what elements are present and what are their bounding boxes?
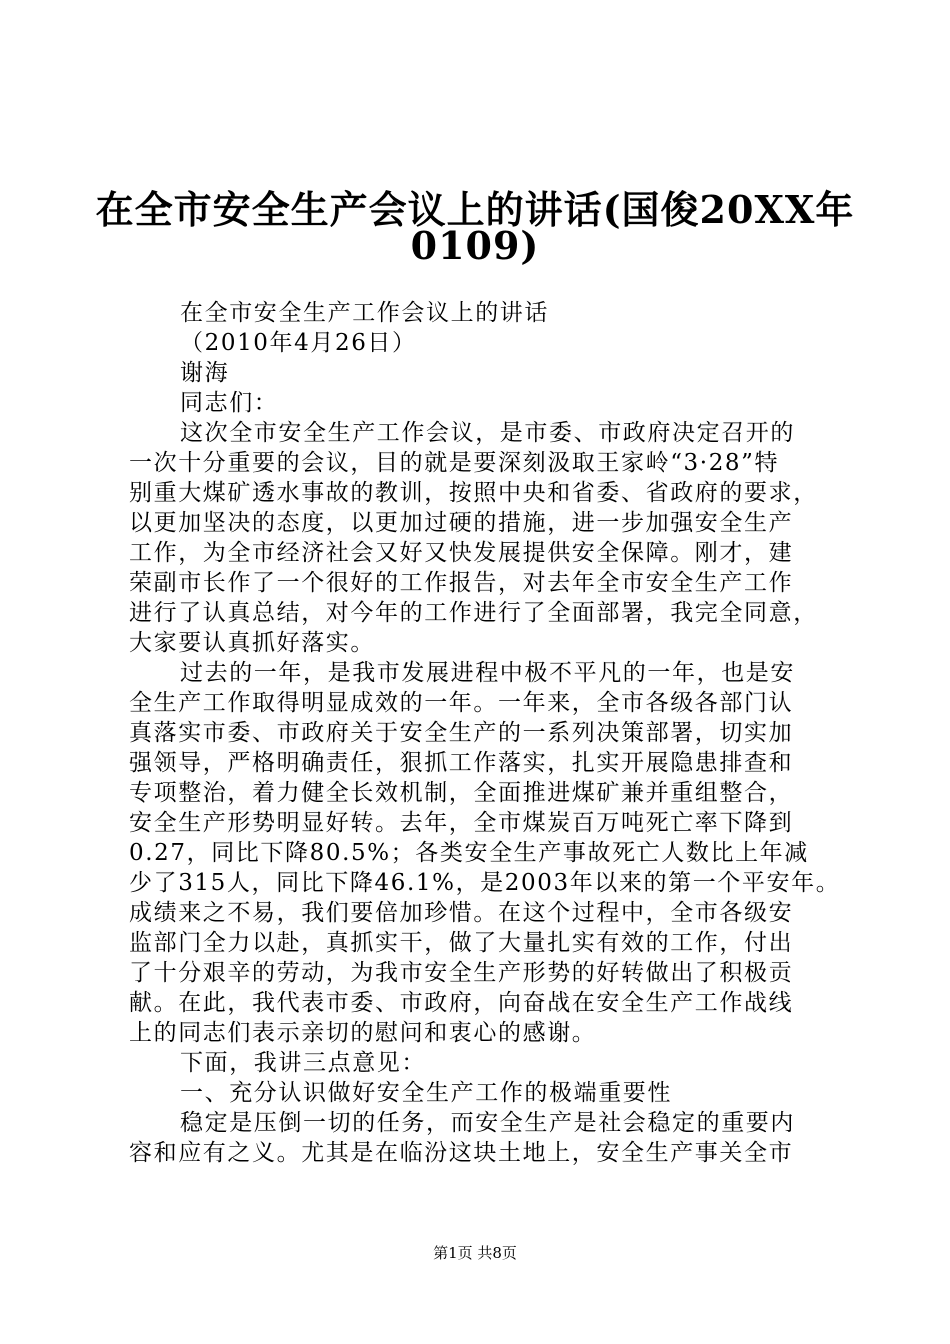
paragraph-line: 了十分艰辛的劳动，为我市安全生产形势的好转做出了积极贡 (129, 960, 794, 986)
paragraph-line: 全生产工作取得明显成效的一年。一年来，全市各级各部门认 (129, 690, 794, 716)
paragraph-line: 真落实市委、市政府关于安全生产的一系列决策部署，切实加 (129, 720, 794, 746)
document-title-line-1: 在全市安全生产会议上的讲话(国俊20XX年 (95, 187, 855, 232)
page-footer: 第1页 共8页 (433, 1244, 517, 1262)
section-heading: 一、充分认识做好安全生产工作的极端重要性 (180, 1080, 672, 1106)
paragraph-line: 献。在此，我代表市委、市政府，向奋战在安全生产工作战线 (129, 990, 794, 1016)
paragraph-line: 0.27，同比下降80.5%；各类安全生产事故死亡人数比上年减 (129, 840, 809, 866)
speaker-name: 谢海 (180, 360, 230, 386)
speech-heading: 在全市安全生产工作会议上的讲话 (180, 300, 549, 326)
speech-date: （2010年4月26日） (180, 330, 417, 356)
paragraph-line: 稳定是压倒一切的任务，而安全生产是社会稳定的重要内 (180, 1110, 795, 1136)
document-title-line-2: 0109) (410, 223, 540, 268)
paragraph-line: 大家要认真抓好落实。 (129, 630, 375, 656)
paragraph-line: 进行了认真总结，对今年的工作进行了全面部署，我完全同意， (129, 600, 818, 626)
paragraph-line: 专项整治，着力健全长效机制，全面推进煤矿兼并重组整合， (129, 780, 794, 806)
paragraph-line: 以更加坚决的态度，以更加过硬的措施，进一步加强安全生产 (129, 510, 794, 536)
paragraph-line: 容和应有之义。尤其是在临汾这块土地上，安全生产事关全市 (129, 1140, 794, 1166)
paragraph-line: 成绩来之不易，我们要倍加珍惜。在这个过程中，全市各级安 (129, 900, 794, 926)
paragraph-line: 这次全市安全生产工作会议，是市委、市政府决定召开的 (180, 420, 795, 446)
paragraph-line: 过去的一年，是我市发展进程中极不平凡的一年，也是安 (180, 660, 795, 686)
paragraph-line: 荣副市长作了一个很好的工作报告，对去年全市安全生产工作 (129, 570, 794, 596)
paragraph-line: 安全生产形势明显好转。去年，全市煤炭百万吨死亡率下降到 (129, 810, 794, 836)
paragraph-line: 少了315人，同比下降46.1%，是2003年以来的第一个平安年。 (129, 870, 841, 896)
paragraph-line: 强领导，严格明确责任，狠抓工作落实，扎实开展隐患排查和 (129, 750, 794, 776)
paragraph-line: 上的同志们表示亲切的慰问和衷心的感谢。 (129, 1020, 597, 1046)
paragraph-line: 监部门全力以赴，真抓实干，做了大量扎实有效的工作，付出 (129, 930, 794, 956)
paragraph-line: 别重大煤矿透水事故的教训，按照中央和省委、省政府的要求， (129, 480, 818, 506)
paragraph-line: 下面，我讲三点意见： (180, 1050, 426, 1076)
paragraph-line: 工作，为全市经济社会又好又快发展提供安全保障。刚才，建 (129, 540, 794, 566)
paragraph-line: 一次十分重要的会议，目的就是要深刻汲取王家岭“3·28”特 (129, 450, 780, 476)
salutation: 同志们： (180, 390, 279, 416)
